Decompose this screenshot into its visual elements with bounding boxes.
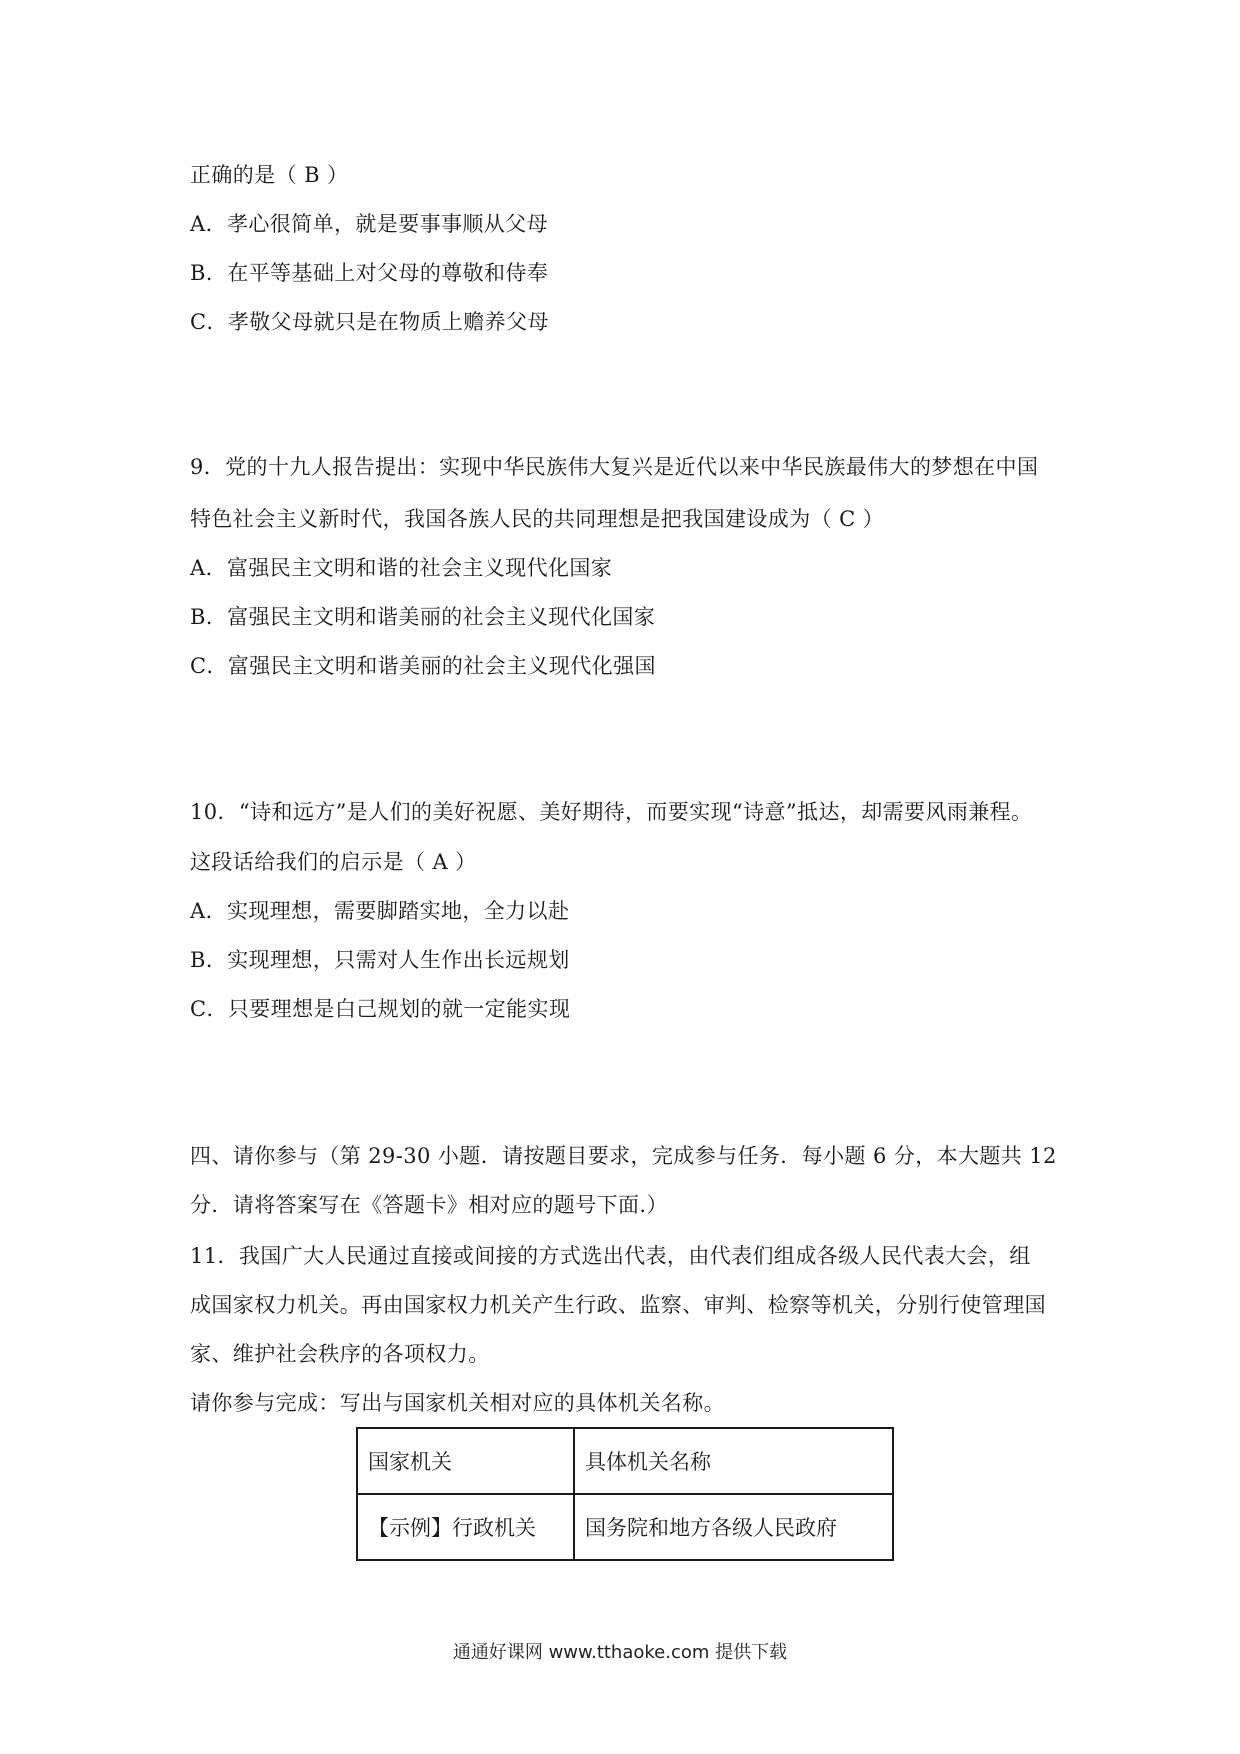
q9-option-c: C．富强民主文明和谐美丽的社会主义现代化强国 — [190, 654, 656, 678]
q8-option-a: A．孝心很简单，就是要事事顺从父母 — [190, 212, 548, 236]
q9-option-b: B．富强民主文明和谐美丽的社会主义现代化国家 — [190, 605, 656, 629]
q11-stem-line3: 家、维护社会秩序的各项权力。 — [190, 1342, 490, 1366]
q11-stem-line1: 11．我国广大人民通过直接或间接的方式选出代表，由代表们组成各级人民代表大会，组 — [190, 1244, 1031, 1268]
q10-option-b: B．实现理想，只需对人生作出长远规划 — [190, 948, 570, 972]
table-cell: 国务院和地方各级人民政府 — [574, 1494, 893, 1560]
q10-stem-line1: 10．“诗和远方”是人们的美好祝愿、美好期待，而要实现“诗意”抵达，却需要风雨兼程。 — [190, 800, 1033, 824]
table-row — [357, 1494, 893, 1560]
q9-stem-line1: 9．党的十九人报告提出：实现中华民族伟大复兴是近代以来中华民族最伟大的梦想在中国 — [190, 455, 1039, 479]
table-header-row — [357, 1428, 893, 1494]
table-cell: 【示例】行政机关 — [357, 1494, 574, 1560]
q9-option-a: A．富强民主文明和谐的社会主义现代化国家 — [190, 556, 613, 580]
section4-heading-line1: 四、请你参与（第 29-30 小题．请按题目要求，完成参与任务．每小题 6 分，本大题共 12 — [190, 1144, 1057, 1168]
table-header-cell: 国家机关 — [357, 1428, 574, 1494]
q9-stem-line2: 特色社会主义新时代，我国各族人民的共同理想是把我国建设成为（ C ） — [190, 507, 885, 531]
q10-option-a: A．实现理想，需要脚踏实地，全力以赴 — [190, 899, 570, 923]
q8-option-b: B．在平等基础上对父母的尊敬和侍奉 — [190, 261, 549, 285]
q8-stem-end: 正确的是（ B ） — [190, 163, 349, 187]
state-organs-table — [356, 1427, 894, 1561]
page-footer: 通通好课网 www.tthaoke.com 提供下载 — [452, 1642, 788, 1663]
q10-option-c: C．只要理想是白己规划的就一定能实现 — [190, 997, 571, 1021]
table-header-cell: 具体机关名称 — [574, 1428, 893, 1494]
q8-option-c: C．孝敬父母就只是在物质上赡养父母 — [190, 310, 549, 334]
q11-stem-line2: 成国家权力机关。再由国家权力机关产生行政、监察、审判、检察等机关，分别行使管理国 — [190, 1293, 1046, 1317]
q10-stem-line2: 这段话给我们的启示是（ A ） — [190, 850, 477, 874]
section4-heading-line2: 分．请将答案写在《答题卡》相对应的题号下面.） — [190, 1193, 668, 1217]
q11-prompt: 请你参与完成：写出与国家机关相对应的具体机关名称。 — [190, 1391, 725, 1415]
